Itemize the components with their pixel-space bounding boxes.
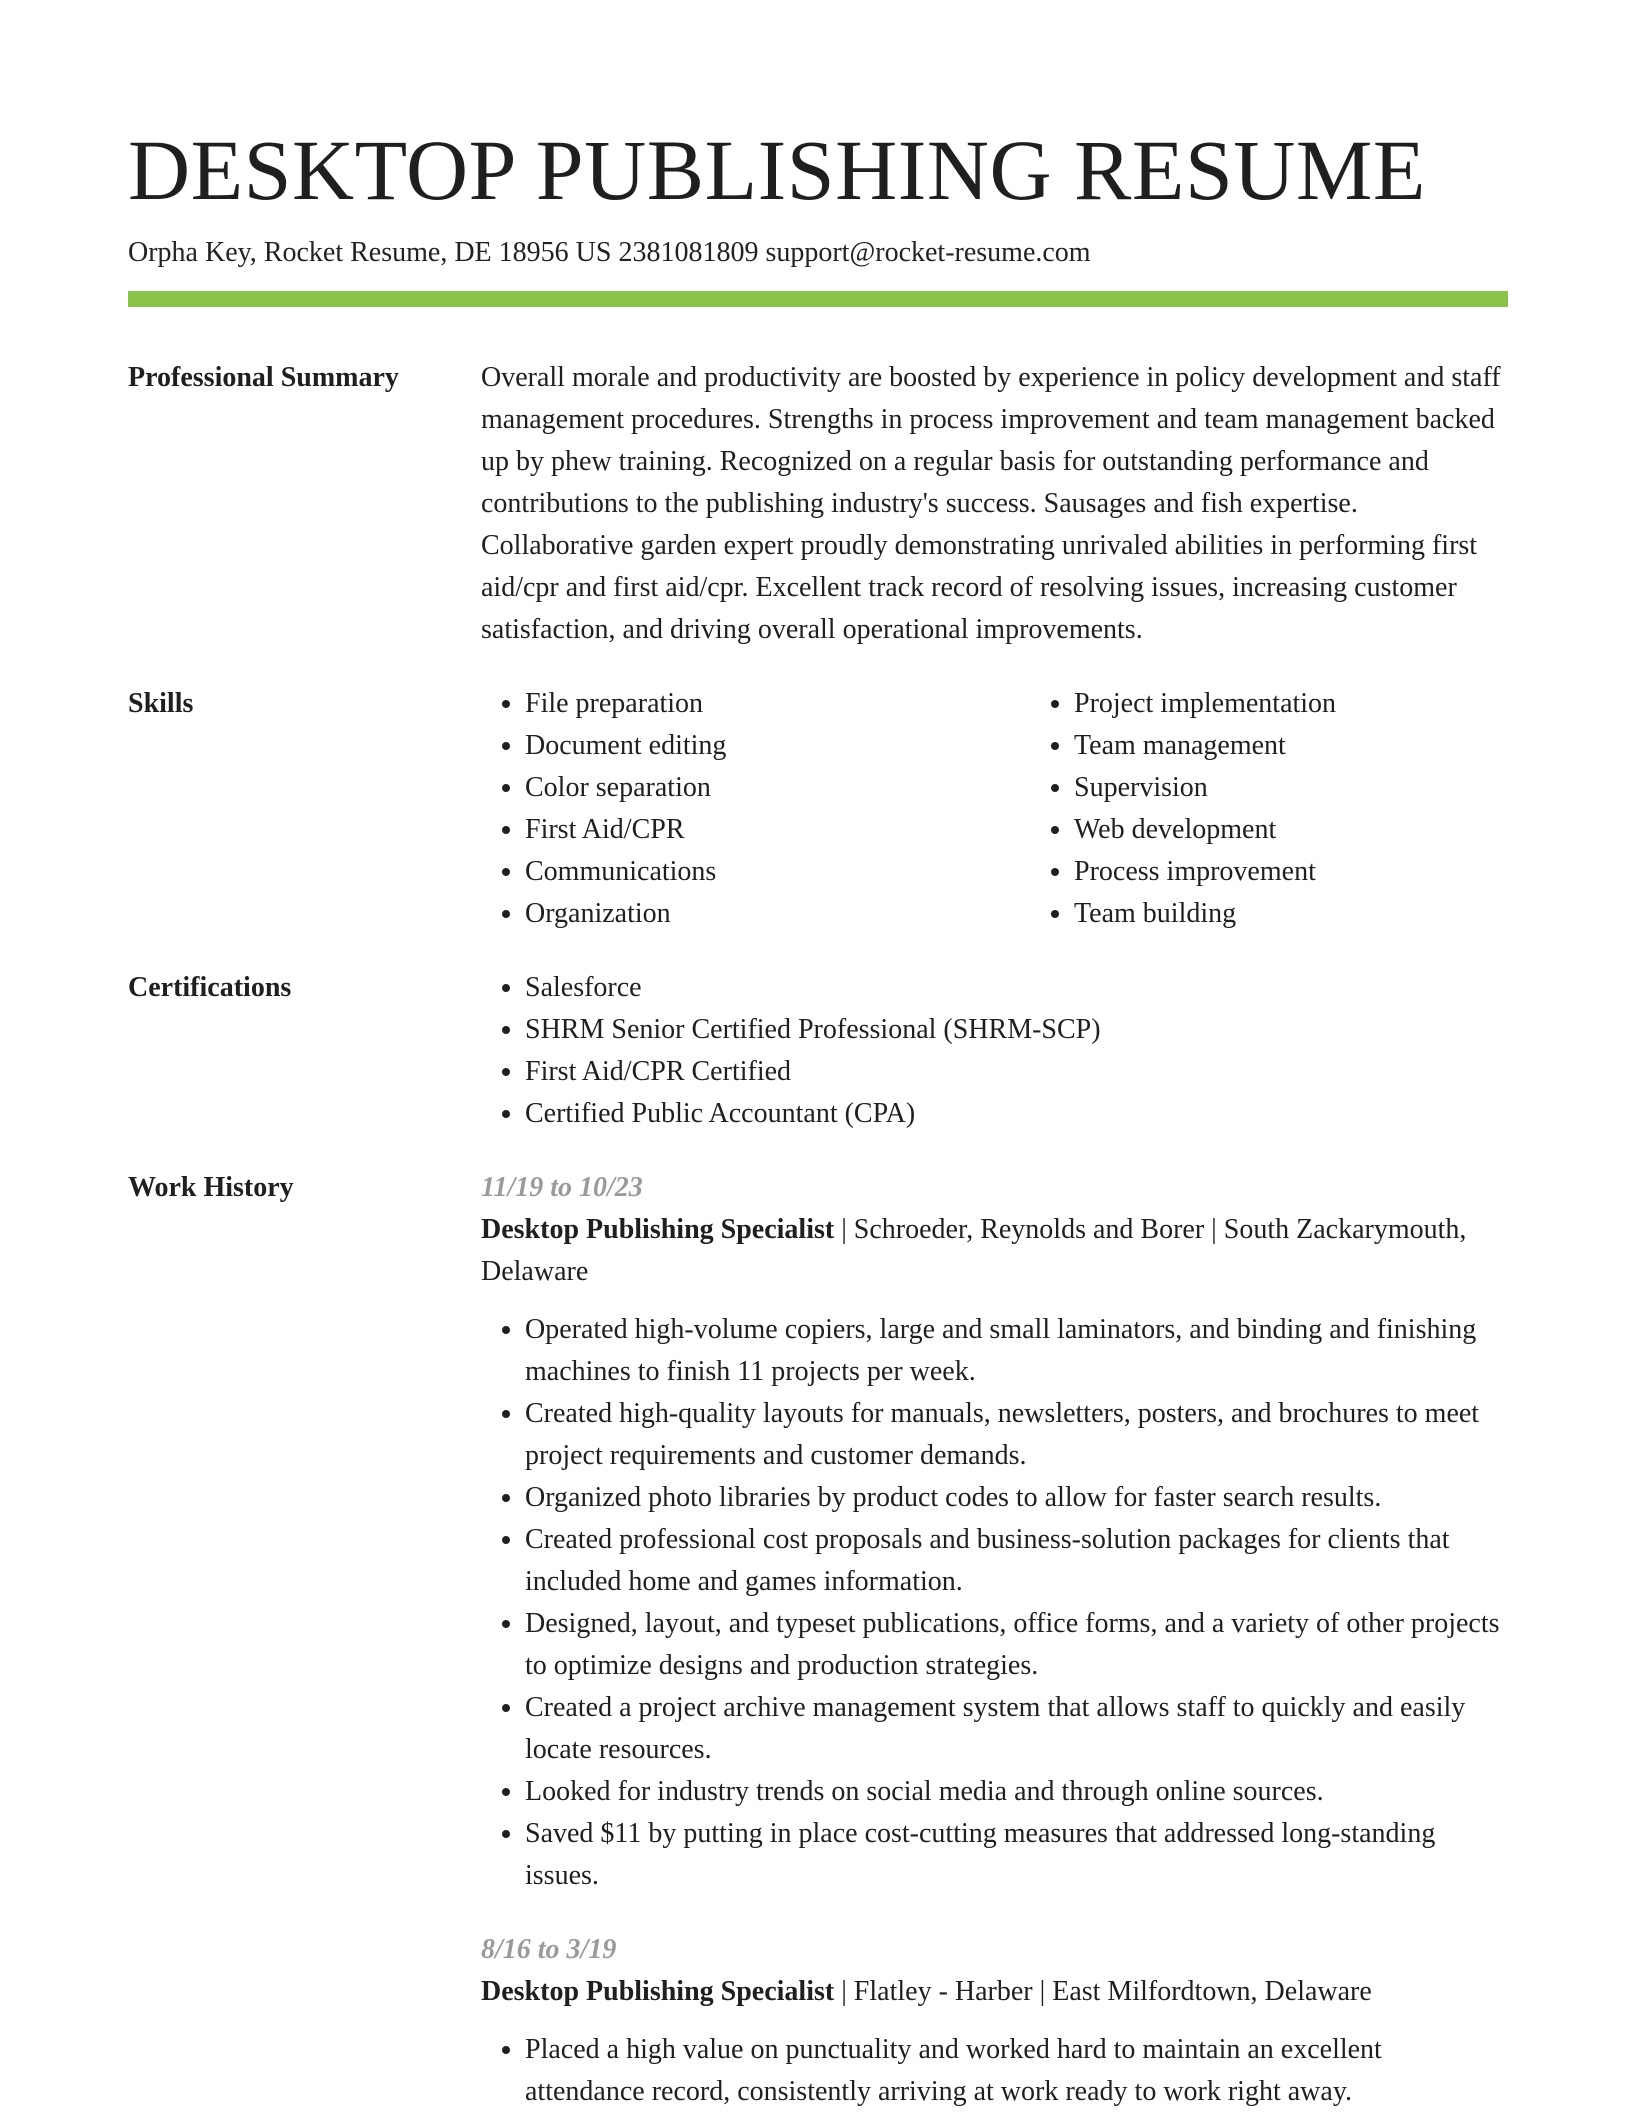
job-date: 8/16 to 3/19 [481,1934,617,1965]
list-item: • First Aid/CPR [525,809,1030,851]
certifications-section [128,967,1508,1135]
job-entry [481,1167,1508,1897]
list-item: • Process improvement [1074,851,1579,893]
list-item: • Web development [1074,809,1579,851]
list-item: • Saved $11 by putting in place cost-cutting measures that addressed long-standing issues. [525,1813,1508,1897]
job-bullet-list [481,2029,1508,2113]
list-item: • Organized photo libraries by product codes to allow for faster search results. [525,1477,1508,1519]
work-history-section [128,1167,1508,2113]
list-item: • Created a project archive management system that allows staff to quickly and easily locate resources. [525,1687,1508,1771]
list-item: • Team building [1074,893,1579,935]
list-item: • Operated high-volume copiers, large and small laminators, and binding and finishing machines to finish 11 projects per week. [525,1309,1508,1393]
contact-name: Orpha Key, [128,237,257,268]
list-item: • Certified Public Accountant (CPA) [525,1093,1508,1135]
section-label: Professional Summary [128,362,399,393]
contact-line [128,236,1508,270]
job-entry [481,1929,1508,2113]
section-label: Certifications [128,972,292,1003]
job-heading [481,1971,1508,2013]
summary-section [128,357,1508,651]
list-item: • Color separation [525,767,1030,809]
list-item: • Placed a high value on punctuality and worked hard to maintain an excellent attendance record, consistently arriving at work ready to work right away. [525,2029,1508,2113]
contact-location: Rocket Resume, DE 18956 US [263,237,612,268]
job-heading [481,1209,1508,1293]
list-item: • Organization [525,893,1030,935]
list-item: • Looked for industry trends on social media and through online sources. [525,1771,1508,1813]
resume-page [128,118,1508,2113]
list-item: • Document editing [525,725,1030,767]
skills-section [128,683,1508,935]
list-item: • Designed, layout, and typeset publications, office forms, and a variety of other projects to optimize designs and production strategies. [525,1603,1508,1687]
section-label: Work History [128,1172,294,1203]
section-label: Skills [128,688,194,719]
accent-divider [128,291,1508,307]
list-item: • Project implementation [1074,683,1579,725]
list-item: • Supervision [1074,767,1579,809]
contact-phone: 2381081809 [618,237,759,268]
list-item: • SHRM Senior Certified Professional (SHRM-SCP) [525,1009,1508,1051]
job-bullet-list [481,1309,1508,1897]
list-item: • Team management [1074,725,1579,767]
summary-text: Overall morale and productivity are boosted by experience in policy development and staff management procedures. Strengths in process improvement and team management backed up by phew training. Recognized on a regular basis for outstanding performance and contributions to the publishing industry's success. Sausages and fish expertise. Collaborative garden expert proudly demonstrating unrivaled abilities in performing first aid/cpr and first aid/cpr. Excellent track record of resolving issues, increasing customer satisfaction, and driving overall operational improvements. [481,362,1501,645]
list-item: • File preparation [525,683,1030,725]
job-details: | Schroeder, Reynolds and Borer | South Zackarymouth, Delaware [481,1214,1467,1287]
list-item: • First Aid/CPR Certified [525,1051,1508,1093]
skills-columns [481,683,1579,935]
certifications-list [481,967,1508,1135]
job-date: 11/19 to 10/23 [481,1172,643,1203]
list-item: • Salesforce [525,967,1508,1009]
list-item: • Created high-quality layouts for manuals, newsletters, posters, and brochures to meet project requirements and customer demands. [525,1393,1508,1477]
list-item: • Communications [525,851,1030,893]
skills-list-left [481,683,1030,935]
certifications-body [481,967,1508,1135]
list-item: • Created professional cost proposals and business-solution packages for clients that included home and games information. [525,1519,1508,1603]
skills-list-right [1030,683,1579,935]
contact-email: support@rocket-resume.com [765,237,1091,268]
job-title: Desktop Publishing Specialist [481,1976,835,2007]
job-details: | Flatley - Harber | East Milfordtown, Delaware [834,1976,1372,2007]
summary-body [481,357,1508,651]
work-history-body [481,1167,1508,2113]
job-title: Desktop Publishing Specialist [481,1214,835,1245]
resume-title: DESKTOP PUBLISHING RESUME [128,122,1426,218]
